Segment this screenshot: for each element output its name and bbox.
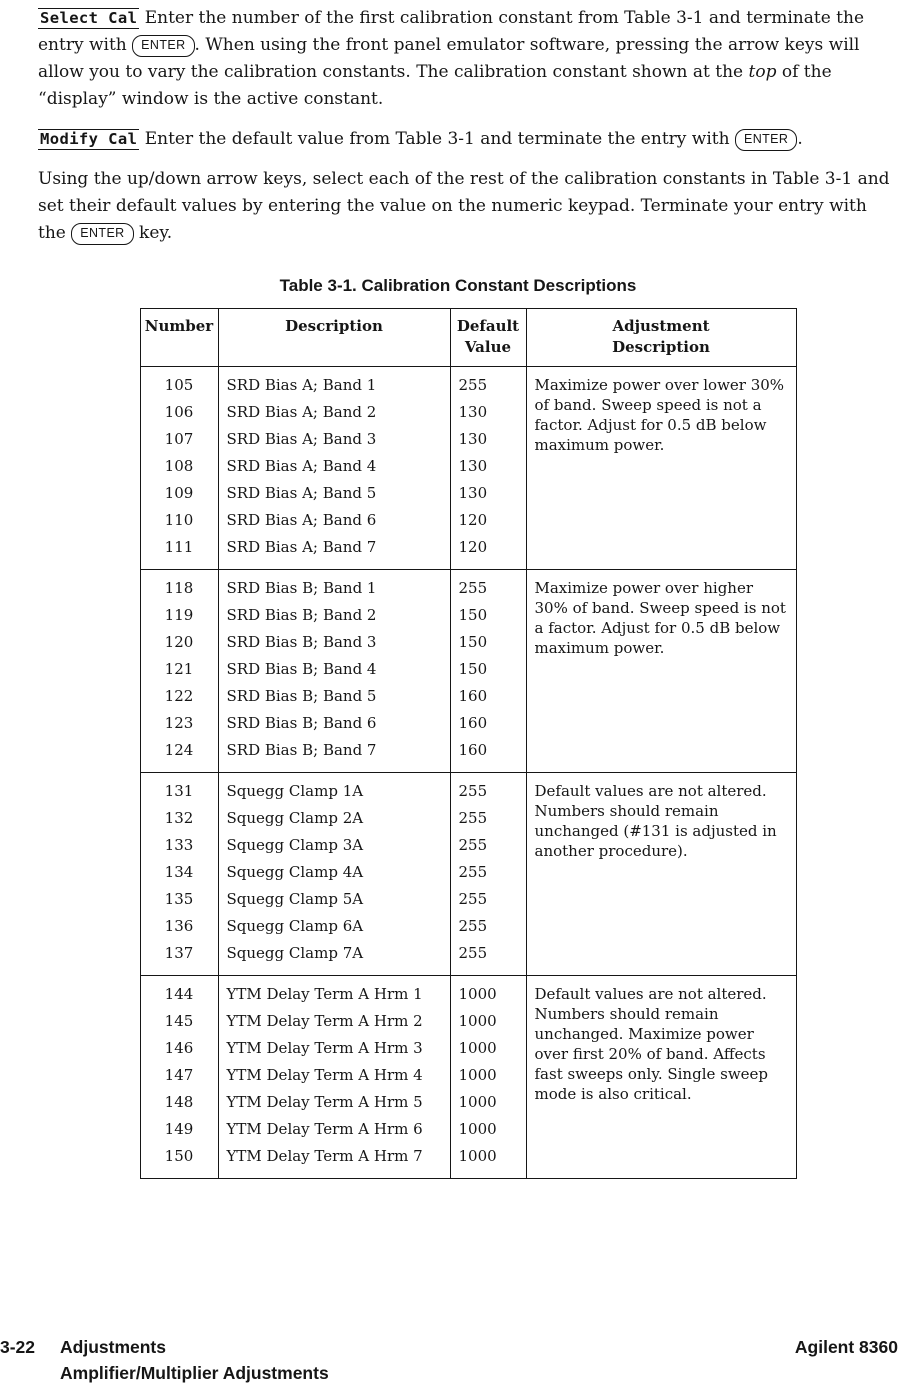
- body-text: Enter the number of the first calibration constant from Table 3-1 and terminate the entry with: [38, 8, 865, 55]
- cell-number: 146: [164, 1039, 194, 1057]
- column-header-2: Description: [218, 309, 450, 367]
- cell-description: Squegg Clamp 1A: [218, 773, 450, 806]
- cell-description: SRD Bias B; Band 4: [218, 656, 450, 683]
- cell-default-value: 130: [450, 426, 526, 453]
- cell-number: 136: [164, 917, 194, 935]
- cell-default-value: 160: [450, 737, 526, 773]
- cell-adjustment-description: Default values are not altered. Numbers should remain unchanged (#131 is adjusted in another procedure).: [526, 773, 796, 976]
- cell-number: 133: [164, 836, 194, 854]
- cell-description: YTM Delay Term A Hrm 2: [218, 1008, 450, 1035]
- cell-default-value: 255: [450, 570, 526, 603]
- cell-number: 108: [164, 457, 194, 475]
- cell-description: SRD Bias B; Band 1: [218, 570, 450, 603]
- paragraph-2: [38, 126, 898, 153]
- cell-number: 132: [164, 809, 194, 827]
- cell-number: 135: [164, 890, 194, 908]
- softkey-label: Select Cal: [40, 9, 138, 27]
- cell-description: SRD Bias A; Band 2: [218, 399, 450, 426]
- cell-description: Squegg Clamp 4A: [218, 859, 450, 886]
- calibration-constants-table: [140, 308, 797, 1179]
- enter-key: ENTER: [71, 223, 133, 245]
- cell-description: SRD Bias B; Band 3: [218, 629, 450, 656]
- cell-number: 105: [164, 376, 194, 394]
- cell-number: 118: [164, 579, 194, 597]
- paragraph-3: [38, 166, 898, 247]
- cell-description: SRD Bias B; Band 5: [218, 683, 450, 710]
- cell-default-value: 130: [450, 480, 526, 507]
- cell-default-value: 255: [450, 859, 526, 886]
- cell-description: Squegg Clamp 5A: [218, 886, 450, 913]
- cell-default-value: 1000: [450, 1089, 526, 1116]
- table-title: Table 3-1. Calibration Constant Descriptions: [279, 276, 637, 295]
- cell-number: 145: [164, 1012, 194, 1030]
- cell-description: SRD Bias A; Band 6: [218, 507, 450, 534]
- paragraph-1: [38, 5, 898, 113]
- cell-description: YTM Delay Term A Hrm 3: [218, 1035, 450, 1062]
- cell-default-value: 150: [450, 629, 526, 656]
- cell-description: YTM Delay Term A Hrm 5: [218, 1089, 450, 1116]
- cell-number: 123: [164, 714, 194, 732]
- cell-description: YTM Delay Term A Hrm 7: [218, 1143, 450, 1179]
- cell-default-value: 1000: [450, 1035, 526, 1062]
- cell-default-value: 1000: [450, 976, 526, 1009]
- cell-number: 124: [164, 741, 194, 759]
- column-header-3: Default Value: [450, 309, 526, 367]
- cell-number: 119: [164, 606, 194, 624]
- column-header-1: Number: [144, 317, 214, 335]
- body-text: .: [797, 129, 803, 149]
- table-row: [140, 367, 796, 400]
- column-header-4: Adjustment Description: [526, 309, 796, 367]
- cell-number: 149: [164, 1120, 194, 1138]
- enter-key: ENTER: [132, 35, 194, 57]
- table-section-2: [140, 570, 796, 773]
- chapter-title: Adjustments: [60, 1337, 166, 1357]
- cell-number: 106: [164, 403, 194, 421]
- cell-default-value: 255: [450, 367, 526, 400]
- cell-number: 134: [164, 863, 194, 881]
- cell-adjustment-description: Maximize power over lower 30% of band. Sweep speed is not a factor. Adjust for 0.5 dB below maximum power.: [526, 367, 796, 570]
- emphasized-text: top: [748, 62, 777, 82]
- cell-description: SRD Bias A; Band 3: [218, 426, 450, 453]
- table-section-4: [140, 976, 796, 1179]
- cell-default-value: 255: [450, 940, 526, 976]
- table-row: [140, 773, 796, 806]
- cell-number: 144: [164, 985, 194, 1003]
- footer-chapter-line: [0, 1334, 329, 1360]
- cell-number: 111: [164, 538, 194, 556]
- cell-default-value: 150: [450, 602, 526, 629]
- cell-default-value: 120: [450, 534, 526, 570]
- body-text: Using the up/down arrow keys, select each of the rest of the calibration constants in Table 3-1 and set their default values by entering the value on the numeric keypad. Terminate your entry with the: [38, 169, 890, 243]
- cell-description: YTM Delay Term A Hrm 6: [218, 1116, 450, 1143]
- intro-section: [38, 5, 898, 247]
- table-row: [140, 976, 796, 1009]
- cell-default-value: 1000: [450, 1062, 526, 1089]
- body-text: Enter the default value from Table 3-1 and terminate the entry with: [139, 129, 735, 149]
- softkey-label: Modify Cal: [40, 130, 138, 148]
- cell-default-value: 130: [450, 399, 526, 426]
- body-text: key.: [133, 223, 173, 243]
- cell-description: SRD Bias B; Band 2: [218, 602, 450, 629]
- cell-default-value: 255: [450, 913, 526, 940]
- cell-number: 148: [164, 1093, 194, 1111]
- cell-default-value: 255: [450, 886, 526, 913]
- cell-default-value: 1000: [450, 1143, 526, 1179]
- table-section-3: [140, 773, 796, 976]
- cell-number: 131: [164, 782, 194, 800]
- body-text: . When using the front panel emulator software, pressing the arrow keys will allow you to vary the calibration constants. The calibration constant shown at the: [38, 35, 860, 82]
- cell-adjustment-description: Default values are not altered. Numbers should remain unchanged. Maximize power over first 20% of band. Affects fast sweeps only. Single sweep mode is also critical.: [526, 976, 796, 1179]
- cell-description: Squegg Clamp 2A: [218, 805, 450, 832]
- footer-left: [0, 1334, 329, 1386]
- cell-description: Squegg Clamp 7A: [218, 940, 450, 976]
- cell-number: 110: [164, 511, 194, 529]
- cell-default-value: 150: [450, 656, 526, 683]
- cell-description: YTM Delay Term A Hrm 4: [218, 1062, 450, 1089]
- cell-default-value: 130: [450, 453, 526, 480]
- cell-number: 137: [164, 944, 194, 962]
- cell-description: SRD Bias A; Band 5: [218, 480, 450, 507]
- cell-description: SRD Bias A; Band 1: [218, 367, 450, 400]
- cell-description: SRD Bias B; Band 7: [218, 737, 450, 773]
- cell-default-value: 1000: [450, 1116, 526, 1143]
- cell-default-value: 120: [450, 507, 526, 534]
- cell-default-value: 1000: [450, 1008, 526, 1035]
- cell-number: 121: [164, 660, 194, 678]
- page-footer: [0, 1334, 898, 1386]
- cell-default-value: 160: [450, 710, 526, 737]
- cell-default-value: 255: [450, 832, 526, 859]
- body-text: of the “display” window is the active constant.: [38, 62, 832, 109]
- cell-number: 109: [164, 484, 194, 502]
- enter-key: ENTER: [735, 129, 797, 151]
- table-row: [140, 570, 796, 603]
- cell-description: SRD Bias B; Band 6: [218, 710, 450, 737]
- cell-default-value: 255: [450, 805, 526, 832]
- cell-description: SRD Bias A; Band 4: [218, 453, 450, 480]
- cell-number: 107: [164, 430, 194, 448]
- cell-number: 120: [164, 633, 194, 651]
- cell-description: SRD Bias A; Band 7: [218, 534, 450, 570]
- page-number: 3-22: [0, 1337, 36, 1357]
- cell-number: 150: [164, 1147, 194, 1165]
- cell-description: Squegg Clamp 6A: [218, 913, 450, 940]
- cell-description: YTM Delay Term A Hrm 1: [218, 976, 450, 1009]
- product-name: Agilent 8360: [794, 1337, 898, 1357]
- cell-default-value: 160: [450, 683, 526, 710]
- cell-adjustment-description: Maximize power over higher 30% of band. Sweep speed is not a factor. Adjust for 0.5 dB below maximum power.: [526, 570, 796, 773]
- section-title: Amplifier/Multiplier Adjustments: [60, 1363, 329, 1383]
- table-header: [140, 309, 796, 367]
- cell-description: Squegg Clamp 3A: [218, 832, 450, 859]
- cell-number: 122: [164, 687, 194, 705]
- cell-default-value: 255: [450, 773, 526, 806]
- table-container: [38, 308, 898, 1179]
- cell-number: 147: [164, 1066, 194, 1084]
- table-section-1: [140, 367, 796, 570]
